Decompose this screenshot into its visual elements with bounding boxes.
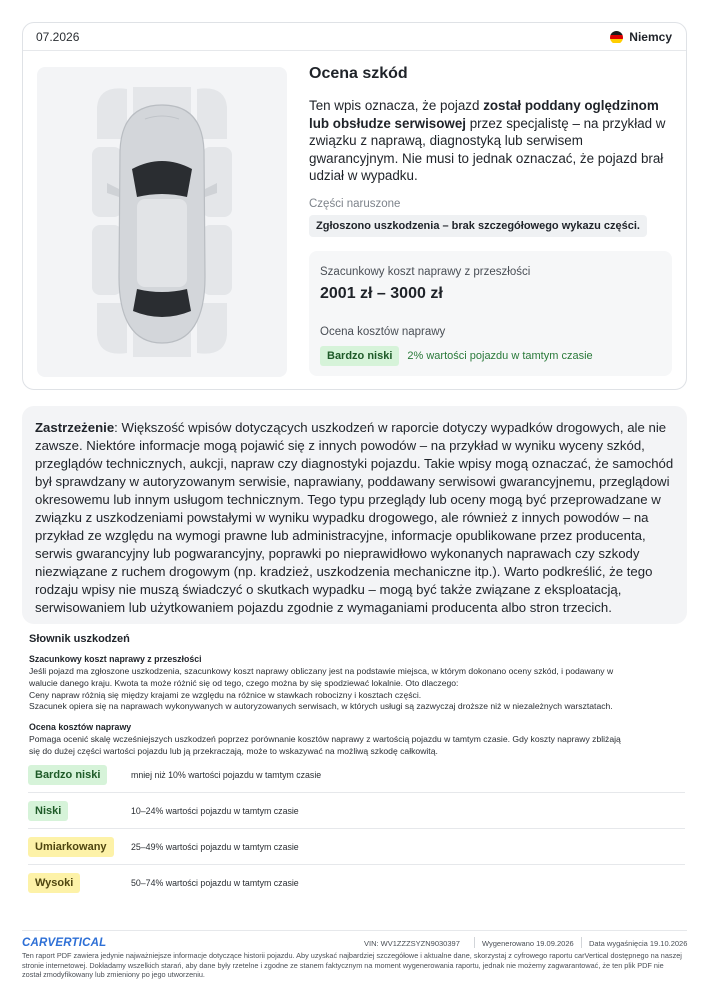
germany-flag-icon [610, 31, 623, 44]
eval-text: 2% wartości pojazdu w tamtym czasie [407, 350, 593, 362]
country-label [610, 30, 672, 44]
damage-card [22, 22, 687, 390]
level-row-moderate [28, 829, 685, 865]
glossary-cost-line: walucie danego kraju. Kwota ta może różnić się od tego, czego można by się spodziewać lokalnie. Oto dlaczego: [29, 677, 459, 688]
glossary-cost-line: Jeśli pojazd ma zgłoszone uszkodzenia, szacunkowy koszt naprawy obliczany jest na podstawie miejsca, w którym dokonano oceny szkód, i podawany w [29, 666, 614, 676]
desc-part-2: przez specjalistę – na przykład w związku z naprawą, diagnostyką lub serwisem gwarancyjnym. Nie musi to jednak oznaczać, że pojazd brał udział w wypadku. [309, 115, 666, 184]
footer-divider [22, 930, 687, 931]
glossary-title: Słownik uszkodzeń [29, 633, 130, 645]
level-row-very-low [28, 757, 685, 793]
record-date: 07.2026 [36, 30, 80, 44]
car-diagram [37, 67, 287, 377]
glossary-cost-line: Ceny napraw różnią się między krajami ze względu na różnice w stawkach robocizny i kosztach części. [29, 689, 422, 700]
glossary-eval-title: Ocena kosztów naprawy [29, 722, 132, 732]
level-desc: 10–24% wartości pojazdu w tamtym czasie [131, 805, 299, 816]
footer-note: Ten raport PDF zawiera jedynie najważniejsze informacje dotyczące historii pojazdu. Aby uzyskać najbardziej szczegółowe i aktualne dane, skorzystaj z cyfrowego raportu carVertical dostępnego na naszej stronie internetowej. Dokładamy wszelkich starań, aby dane były rzetelne i zgodne ze stanem faktycznym na moment wygenerowania raportu, jednak nie możemy zagwarantować, że ten plik PDF nie został zmodyfikowany lub zmieniony po jego utworzeniu. [22, 951, 682, 980]
level-desc: mniej niż 10% wartości pojazdu w tamtym czasie [131, 769, 322, 780]
cost-value: 2001 zł – 3000 zł [320, 285, 443, 302]
glossary-cost-text [29, 666, 684, 713]
level-desc: 50–74% wartości pojazdu w tamtym czasie [131, 878, 299, 888]
level-row-high [28, 865, 685, 901]
glossary-eval-text [29, 734, 684, 758]
glossary-cost-line: Szacunek opiera się na naprawach wykonywanych w autoryzowanych serwisach, w których usługi są zazwyczaj droższe niż w niezależnych warsztatach. [29, 701, 613, 712]
glossary-eval-line: się do dużej części wartości pojazdu lub ją przekraczają, może to wskazywać na możliwą szkodę całkowitą. [29, 745, 438, 756]
parts-label: Części naruszone [309, 198, 401, 210]
level-row-low [28, 793, 685, 829]
repair-cost-box [309, 251, 672, 376]
damage-description [309, 97, 674, 185]
country-name: Niemcy [629, 30, 672, 44]
carvertical-logo: CARVERTICAL [22, 937, 107, 949]
damage-title: Ocena szkód [309, 65, 408, 82]
level-badge: Bardzo niski [28, 765, 107, 785]
footer-separator [581, 937, 582, 948]
card-header [23, 23, 686, 51]
level-desc: 25–49% wartości pojazdu w tamtym czasie [131, 841, 299, 852]
footer-valid: Data wygaśnięcia 19.10.2026 [589, 939, 688, 948]
desc-bold: został poddany oględzinom lub obsłudze serwisowej [309, 98, 659, 131]
eval-label: Ocena kosztów naprawy [320, 326, 446, 338]
cost-label: Szacunkowy koszt naprawy z przeszłości [320, 266, 531, 278]
glossary-cost-title: Szacunkowy koszt naprawy z przeszłości [29, 654, 202, 664]
level-badge: Niski [28, 801, 68, 821]
desc-part-1: Ten wpis oznacza, że pojazd [309, 98, 484, 113]
eval-row [320, 346, 593, 366]
disclaimer-text: : Większość wpisów dotyczących uszkodzeń w raporcie dotyczy wypadków drogowych, ale nie zawsze. Niektóre informacje mogą pojawić się z innych powodów – na przykład w wyniku wyceny szkód, przeglądów technicznych, aukcji, napraw czy diagnostyki pojazdu. Takie wpisy mogą oznaczać, że samochód był sprawdzany w autoryzowanym serwisie, naprawiany, poddawany serwisowi gwarancyjnemu, przeglądowi okresowemu lub innym usługom technicznym. Tego typu przeglądy lub oceny mogą być przeprowadzane w związku z uszkodzeniami powstałymi w wyniku wypadku drogowego, ale również z innych powodów – na przykład ze względu na wymogi prawne lub administracyjne, informacje opublikowane przez producenta, serwis gwarancyjny lub pogwarancyjny, poprawki po nieprawidłowo wykonanych naprawach czy szkody niezwiązane z ruchem drogowym (np. kradzież, uszkodzenia mechaniczne itp.). Warto podkreślić, że tego rodzaju wpisy nie muszą świadczyć o skutkach wypadku – mogą być także związane z eksploatacją, serwisowaniem lub użytkowaniem pojazdu zgodnie z wymaganiami producenta albo stron trzecich. [35, 420, 674, 615]
level-badge: Umiarkowany [28, 837, 114, 857]
level-badge: Wysoki [28, 873, 80, 893]
car-top-view-icon [37, 67, 287, 377]
disclaimer [22, 406, 687, 624]
footer-separator [474, 937, 475, 948]
parts-chip: Zgłoszono uszkodzenia – brak szczegółowego wykazu części. [309, 215, 647, 237]
disclaimer-label: Zastrzeżenie [35, 420, 115, 435]
footer-generated: Wygenerowano 19.09.2026 [482, 939, 574, 948]
footer-vin: VIN: WV1ZZZSYZN9030397 [364, 939, 460, 948]
eval-badge: Bardzo niski [320, 346, 399, 366]
glossary-eval-line: Pomaga ocenić skalę wcześniejszych uszkodzeń poprzez porównanie kosztów naprawy z wartością pojazdu w tamtym czasie. Gdy koszty naprawy zbliżają [29, 734, 621, 744]
